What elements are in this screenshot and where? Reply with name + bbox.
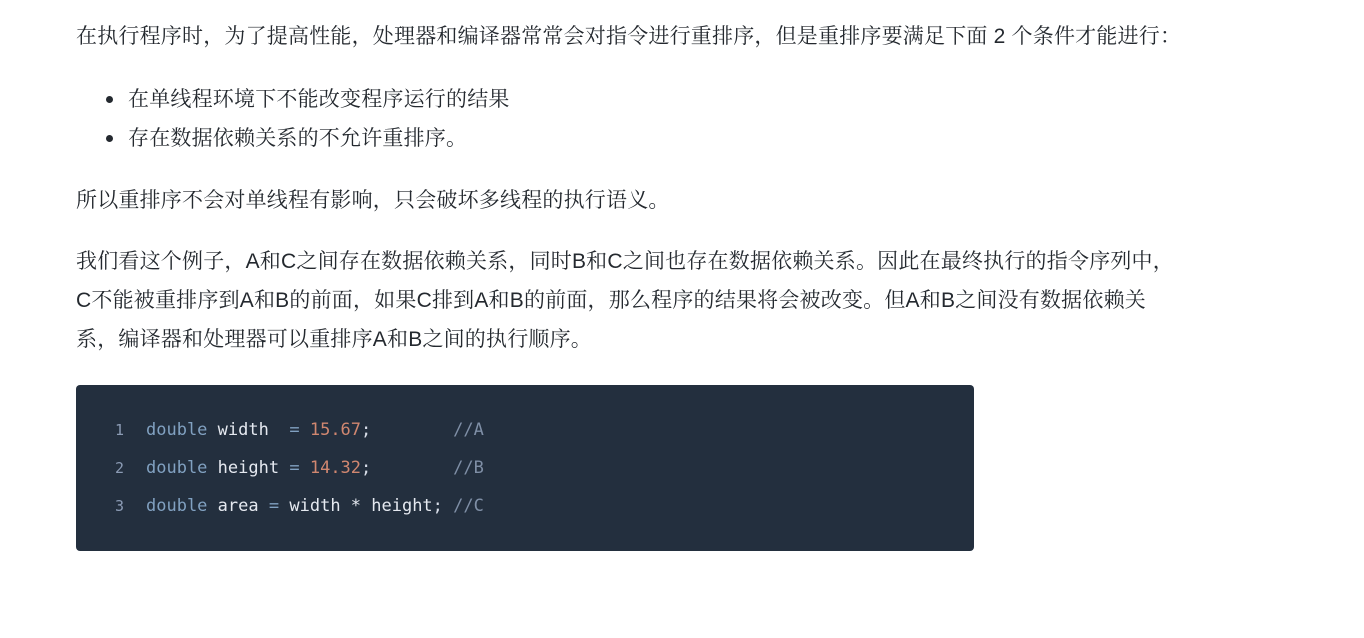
code-line-content	[146, 449, 484, 487]
code-token-comment: //B	[453, 458, 484, 479]
list-item: 存在数据依赖关系的不允许重排序。	[106, 122, 1184, 156]
code-token-type: double	[146, 420, 208, 441]
line-number: 2	[114, 459, 124, 478]
line-number: 1	[114, 421, 124, 440]
paragraph-intro: 在执行程序时，为了提高性能，处理器和编译器常常会对指令进行重排序，但是重排序要满足下面 2 个条件才能进行：	[76, 25, 1182, 48]
code-token-punct: ;	[361, 458, 372, 479]
paragraph-conclusion: 所以重排序不会对单线程有影响，只会破坏多线程的执行语义。	[76, 189, 670, 213]
code-token-operator: =	[268, 496, 280, 517]
code-token-comment: //C	[453, 496, 484, 517]
code-token-punct: ;	[361, 420, 372, 441]
code-token-comment: //A	[453, 420, 484, 441]
paragraph-example: 我们看这个例子，A和C之间存在数据依赖关系，同时B和C之间也存在数据依赖关系。因此在最终执行的指令序列中，C不能被重排序到A和B的前面，如果C排到A和B的前面，那么程序的结果将会被改变。但A和B之间没有数据依赖关系，编译器和处理器可以重排序A和B之间的执行顺序。	[76, 249, 1174, 351]
code-token-variable: width	[217, 420, 269, 441]
code-line	[76, 449, 974, 487]
line-number: 3	[114, 497, 124, 516]
code-token-punct: ;	[432, 496, 443, 517]
code-line-content	[146, 411, 484, 449]
list-item: 在单线程环境下不能改变程序运行的结果	[106, 83, 1184, 117]
code-token-type: double	[146, 458, 208, 479]
code-token-variable: height	[217, 458, 280, 479]
code-token-value: width * height	[289, 496, 433, 517]
code-line	[76, 487, 974, 525]
code-line	[76, 411, 974, 449]
code-token-type: double	[146, 496, 208, 517]
code-line-content	[146, 487, 484, 525]
code-token-value: 14.32	[309, 458, 362, 479]
code-token-value: 15.67	[309, 420, 362, 441]
condition-list	[76, 83, 1184, 156]
code-token-operator: =	[289, 458, 300, 479]
code-token-variable: area	[217, 496, 259, 517]
code-token-operator: =	[289, 420, 300, 441]
code-block	[76, 385, 974, 551]
